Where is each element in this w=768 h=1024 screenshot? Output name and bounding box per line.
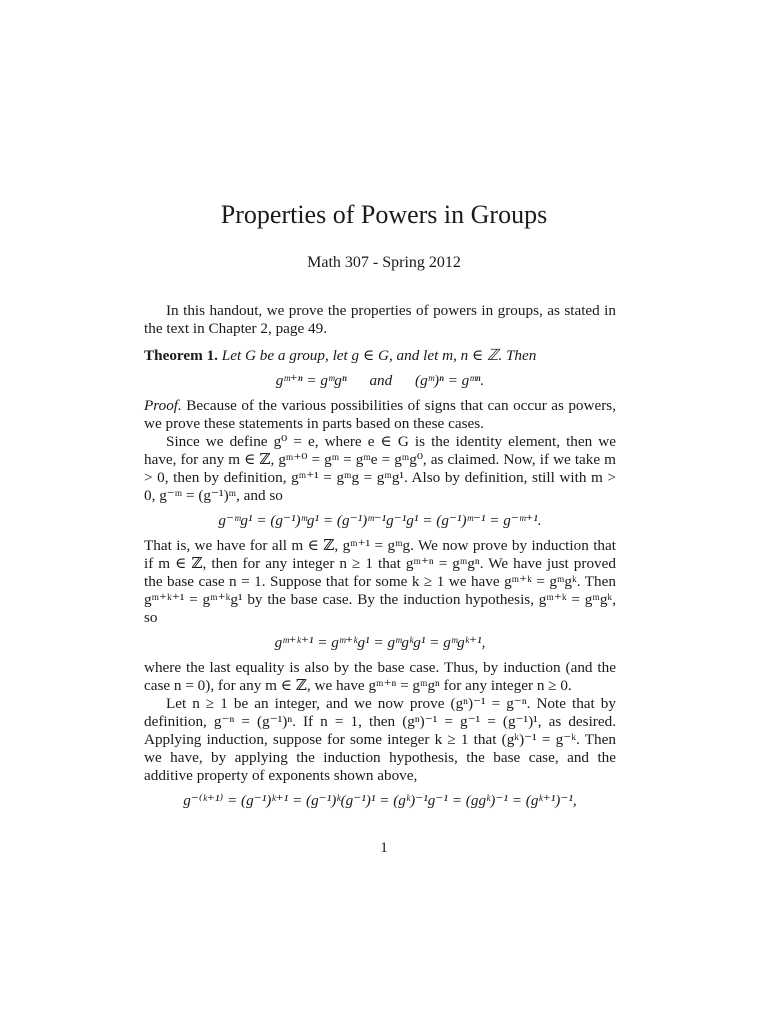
document-title: Properties of Powers in Groups <box>220 200 548 229</box>
proof-paragraph-5: Let n ≥ 1 be an integer, and we now prove (gⁿ)⁻¹ = g⁻ⁿ. Note that by definition, g⁻ⁿ = (g⁻¹)ⁿ. If n = 1, then (gⁿ)⁻¹ = g⁻¹ = (g⁻¹)¹, as desired. Applying induction, suppose for some integer k ≥ 1 that (gᵏ)⁻¹ = g⁻ᵏ. Then we have, by applying the induction hypothesis, the base case, and the additive property of exponents shown above, <box>144 695 616 784</box>
document-subtitle: Math 307 - Spring 2012 <box>307 254 461 271</box>
equation-1: g⁻ᵐg¹ = (g⁻¹)ᵐg¹ = (g⁻¹)ᵐ⁻¹g⁻¹g¹ = (g⁻¹)ᵐ⁻¹ = g⁻ᵐ⁺¹. <box>218 512 542 529</box>
theorem-label: Theorem 1. <box>144 347 218 364</box>
document-body <box>144 302 616 817</box>
equation-3: g⁻⁽ᵏ⁺¹⁾ = (g⁻¹)ᵏ⁺¹ = (g⁻¹)ᵏ(g⁻¹)¹ = (gᵏ)⁻¹g⁻¹ = (ggᵏ)⁻¹ = (gᵏ⁺¹)⁻¹, <box>183 792 577 809</box>
proof-paragraph-4: where the last equality is also by the base case. Thus, by induction (and the case n = 0), for any m ∈ ℤ, we have gᵐ⁺ⁿ = gᵐgⁿ for any integer n ≥ 0. <box>144 659 616 694</box>
proof-label: Proof. <box>144 397 182 414</box>
page-number: 1 <box>380 840 388 856</box>
proof-text-1: Because of the various possibilities of signs that can occur as powers, we prove these statements in parts based on these cases. <box>144 397 617 432</box>
intro-paragraph: In this handout, we prove the properties of powers in groups, as stated in the text in Chapter 2, page 49. <box>144 302 616 337</box>
equation-2: gᵐ⁺ᵏ⁺¹ = gᵐ⁺ᵏg¹ = gᵐgᵏg¹ = gᵐgᵏ⁺¹, <box>274 634 486 651</box>
proof-paragraph-3: That is, we have for all m ∈ ℤ, gᵐ⁺¹ = gᵐg. We now prove by induction that if m ∈ ℤ, then for any integer n ≥ 1 that gᵐ⁺ⁿ = gᵐgⁿ. We have just proved the base case n = 1. Suppose that for some k ≥ 1 we have gᵐ⁺ᵏ = gᵐgᵏ. Then gᵐ⁺ᵏ⁺¹ = gᵐ⁺ᵏg¹ by the base case. By the induction hypothesis, gᵐ⁺ᵏ = gᵐgᵏ, so <box>144 537 616 626</box>
theorem-block <box>144 347 616 365</box>
theorem-eq-and: and <box>369 372 393 389</box>
proof-paragraph-2: Since we define g⁰ = e, where e ∈ G is the identity element, then we have, for any m ∈ ℤ, gᵐ⁺⁰ = gᵐ = gᵐe = gᵐg⁰, as claimed. Now, if we take m > 0, then by definition, gᵐ⁺¹ = gᵐg = gᵐg¹. Also by definition, still with m > 0, g⁻ᵐ = (g⁻¹)ᵐ, and so <box>144 433 616 504</box>
theorem-eq-right: (gᵐ)ⁿ = gᵐⁿ. <box>415 372 485 389</box>
theorem-statement: Let G be a group, let g ∈ G, and let m, n ∈ ℤ. Then <box>221 347 537 364</box>
theorem-equation <box>144 372 616 390</box>
proof-paragraph-1 <box>144 397 616 433</box>
theorem-eq-left: gᵐ⁺ⁿ = gᵐgⁿ <box>275 372 347 389</box>
